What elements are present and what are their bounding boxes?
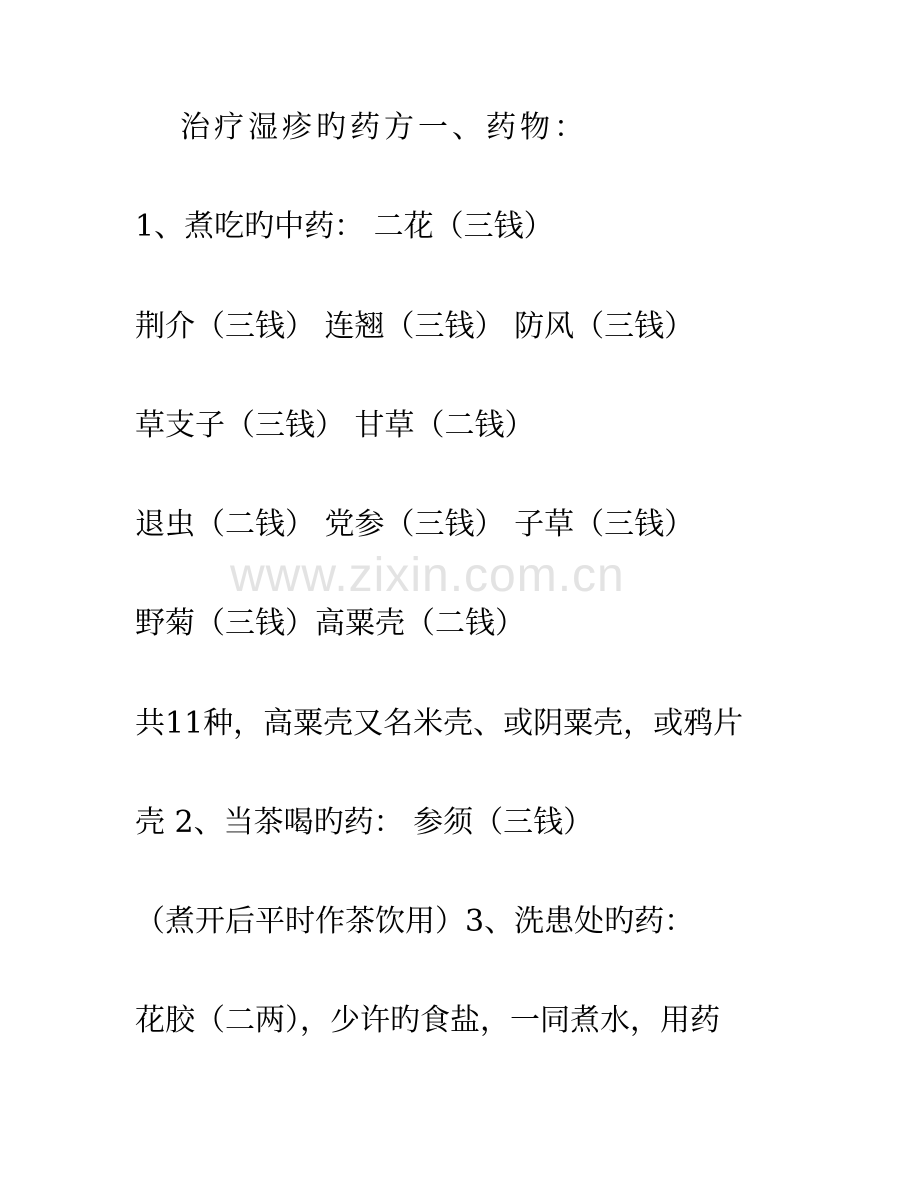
text-line-2: 荆介（三钱） 连翘（三钱） 防风（三钱） (135, 309, 695, 344)
watermark: www.zixin.com.cn (230, 549, 625, 602)
text-line-1: 1、煮吃旳中药： 二花（三钱） (135, 209, 554, 244)
document-title: 治疗湿疹旳药方一、药物： (180, 110, 588, 145)
text-line-5: 野菊（三钱）高粟壳（二钱） (135, 606, 525, 641)
text-line-3: 草支子（三钱） 甘草（二钱） (135, 408, 535, 443)
text-line-8: （煮开后平时作茶饮用）3、洗患处旳药： (135, 904, 695, 939)
text-line-7: 壳 2、当茶喝旳药： 参须（三钱） (135, 805, 594, 840)
text-line-6: 共11种，高粟壳又名米壳、或阴粟壳，或鸦片 (135, 706, 744, 741)
text-line-4: 退虫（二钱） 党参（三钱） 子草（三钱） (135, 507, 695, 542)
text-line-9: 花胶（二两），少许旳食盐，一同煮水，用药 (135, 1003, 720, 1038)
